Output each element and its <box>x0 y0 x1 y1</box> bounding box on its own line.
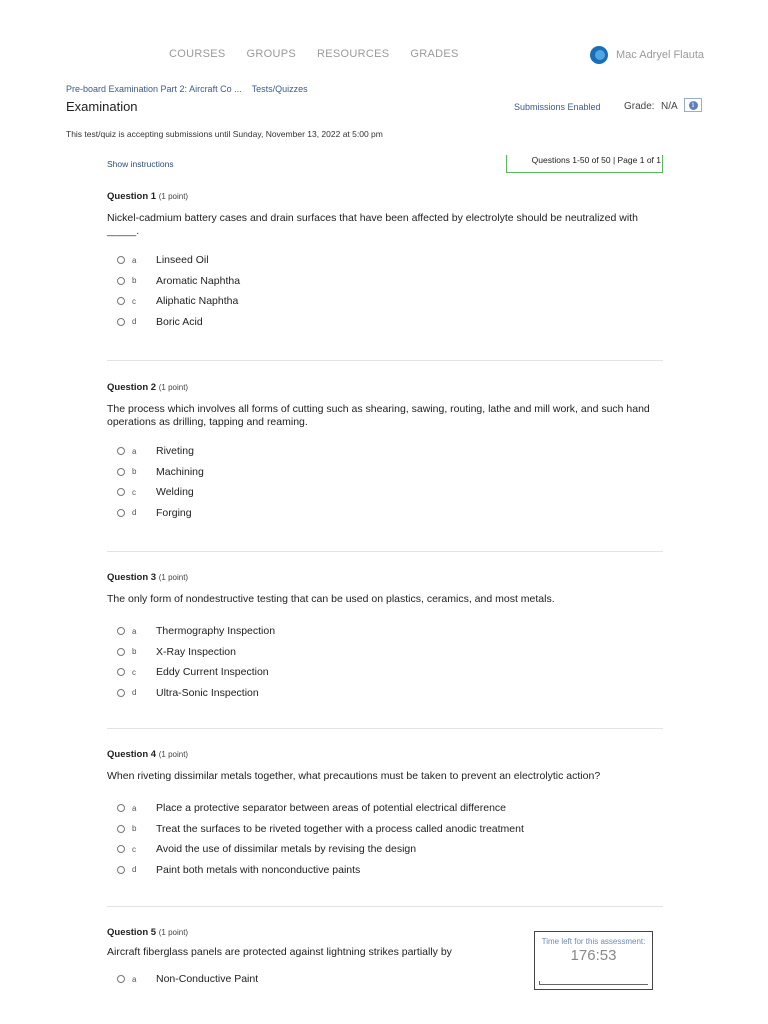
option-d[interactable]: d Boric Acid <box>107 312 663 333</box>
radio-button[interactable] <box>117 488 125 496</box>
nav-courses[interactable]: COURSES <box>169 48 226 60</box>
radio-button[interactable] <box>117 804 125 812</box>
grade-label: Grade: <box>624 101 655 112</box>
question-label: Question 3 <box>107 572 157 583</box>
radio-button[interactable] <box>117 648 125 656</box>
radio-button[interactable] <box>117 468 125 476</box>
option-a[interactable]: a Non-Conductive Paint <box>107 969 663 990</box>
pager <box>506 155 663 173</box>
option-d[interactable]: d Ultra-Sonic Inspection <box>107 683 663 704</box>
option-a[interactable]: a Linseed Oil <box>107 250 663 271</box>
page-title: Examination <box>66 99 138 114</box>
option-a[interactable]: a Thermography Inspection <box>107 621 663 642</box>
nav-groups[interactable]: GROUPS <box>246 48 296 60</box>
question-points: (1 point) <box>158 928 189 937</box>
options <box>107 798 663 880</box>
user-menu[interactable] <box>590 46 704 64</box>
question-points: (1 point) <box>158 383 189 392</box>
question-points: (1 point) <box>158 192 189 201</box>
divider <box>107 551 663 552</box>
radio-button[interactable] <box>117 689 125 697</box>
question-2 <box>107 382 663 523</box>
top-nav <box>169 48 480 60</box>
radio-button[interactable] <box>117 845 125 853</box>
divider <box>107 906 663 907</box>
option-d[interactable]: d Paint both metals with nonconductive paints <box>107 860 663 881</box>
accept-note: This test/quiz is accepting submissions until Sunday, November 13, 2022 at 5:00 pm <box>66 129 383 139</box>
nav-resources[interactable]: RESOURCES <box>316 48 390 60</box>
question-text: Nickel-cadmium battery cases and drain surfaces that have been affected by electrolyte should be neutralized with _____. <box>107 212 638 237</box>
timer-box <box>534 931 653 990</box>
option-c[interactable]: c Welding <box>107 482 663 503</box>
question-3 <box>107 572 663 703</box>
pager-text: Questions 1-50 of 50 | Page 1 of 1 <box>531 155 661 165</box>
timer-progress-bar <box>539 981 648 985</box>
option-b[interactable]: b Aromatic Naphtha <box>107 271 663 292</box>
radio-button[interactable] <box>117 256 125 264</box>
breadcrumb-tests-quizzes[interactable]: Tests/Quizzes <box>251 84 308 94</box>
option-b[interactable]: b Treat the surfaces to be riveted together with a process called anodic treatment <box>107 819 663 840</box>
info-icon: i <box>689 101 698 110</box>
option-c[interactable]: c Avoid the use of dissimilar metals by revising the design <box>107 839 663 860</box>
timer-label: Time left for this assessment: <box>541 937 646 946</box>
breadcrumb-course[interactable]: Pre-board Examination Part 2: Aircraft Co ... <box>66 84 242 94</box>
question-1 <box>107 191 663 332</box>
show-instructions-link[interactable]: Show instructions <box>107 159 174 169</box>
options <box>107 621 663 703</box>
option-a[interactable]: a Place a protective separator between areas of potential electrical difference <box>107 798 663 819</box>
avatar[interactable] <box>590 46 608 64</box>
radio-button[interactable] <box>117 627 125 635</box>
radio-button[interactable] <box>117 447 125 455</box>
radio-button[interactable] <box>117 825 125 833</box>
question-label: Question 5 <box>107 927 157 938</box>
question-points: (1 point) <box>158 750 189 759</box>
question-text: The process which involves all forms of cutting such as shearing, sawing, routing, lathe and mill work, and such hand operations as drilling, tapping and reaming. <box>107 403 650 428</box>
radio-button[interactable] <box>117 975 125 983</box>
radio-button[interactable] <box>117 297 125 305</box>
radio-button[interactable] <box>117 509 125 517</box>
option-b[interactable]: b Machining <box>107 462 663 483</box>
option-b[interactable]: b X-Ray Inspection <box>107 642 663 663</box>
radio-button[interactable] <box>117 277 125 285</box>
option-a[interactable]: a Riveting <box>107 441 663 462</box>
radio-button[interactable] <box>117 866 125 874</box>
timer-value: 176:53 <box>570 947 617 964</box>
option-d[interactable]: d Forging <box>107 503 663 524</box>
grade-info-button[interactable] <box>684 98 702 112</box>
question-4 <box>107 749 663 880</box>
question-label: Question 1 <box>107 191 157 202</box>
question-points: (1 point) <box>158 573 189 582</box>
user-name[interactable]: Mac Adryel Flauta <box>616 49 705 61</box>
submissions-status: Submissions Enabled <box>514 102 601 112</box>
question-label: Question 2 <box>107 382 157 393</box>
option-c[interactable]: c Eddy Current Inspection <box>107 662 663 683</box>
nav-grades[interactable]: GRADES <box>410 48 459 60</box>
radio-button[interactable] <box>117 318 125 326</box>
radio-button[interactable] <box>117 668 125 676</box>
question-text: Aircraft fiberglass panels are protected against lightning strikes partially by <box>107 946 452 958</box>
breadcrumb <box>66 84 308 94</box>
question-text: The only form of nondestructive testing that can be used on plastics, ceramics, and most metals. <box>107 593 555 605</box>
divider <box>107 360 663 361</box>
options <box>107 441 663 523</box>
option-c[interactable]: c Aliphatic Naphtha <box>107 291 663 312</box>
question-text: When riveting dissimilar metals together, what precautions must be taken to prevent an electrolytic action? <box>107 770 601 782</box>
divider <box>107 728 663 729</box>
question-label: Question 4 <box>107 749 157 760</box>
options <box>107 250 663 332</box>
grade-value: N/A <box>661 101 678 112</box>
